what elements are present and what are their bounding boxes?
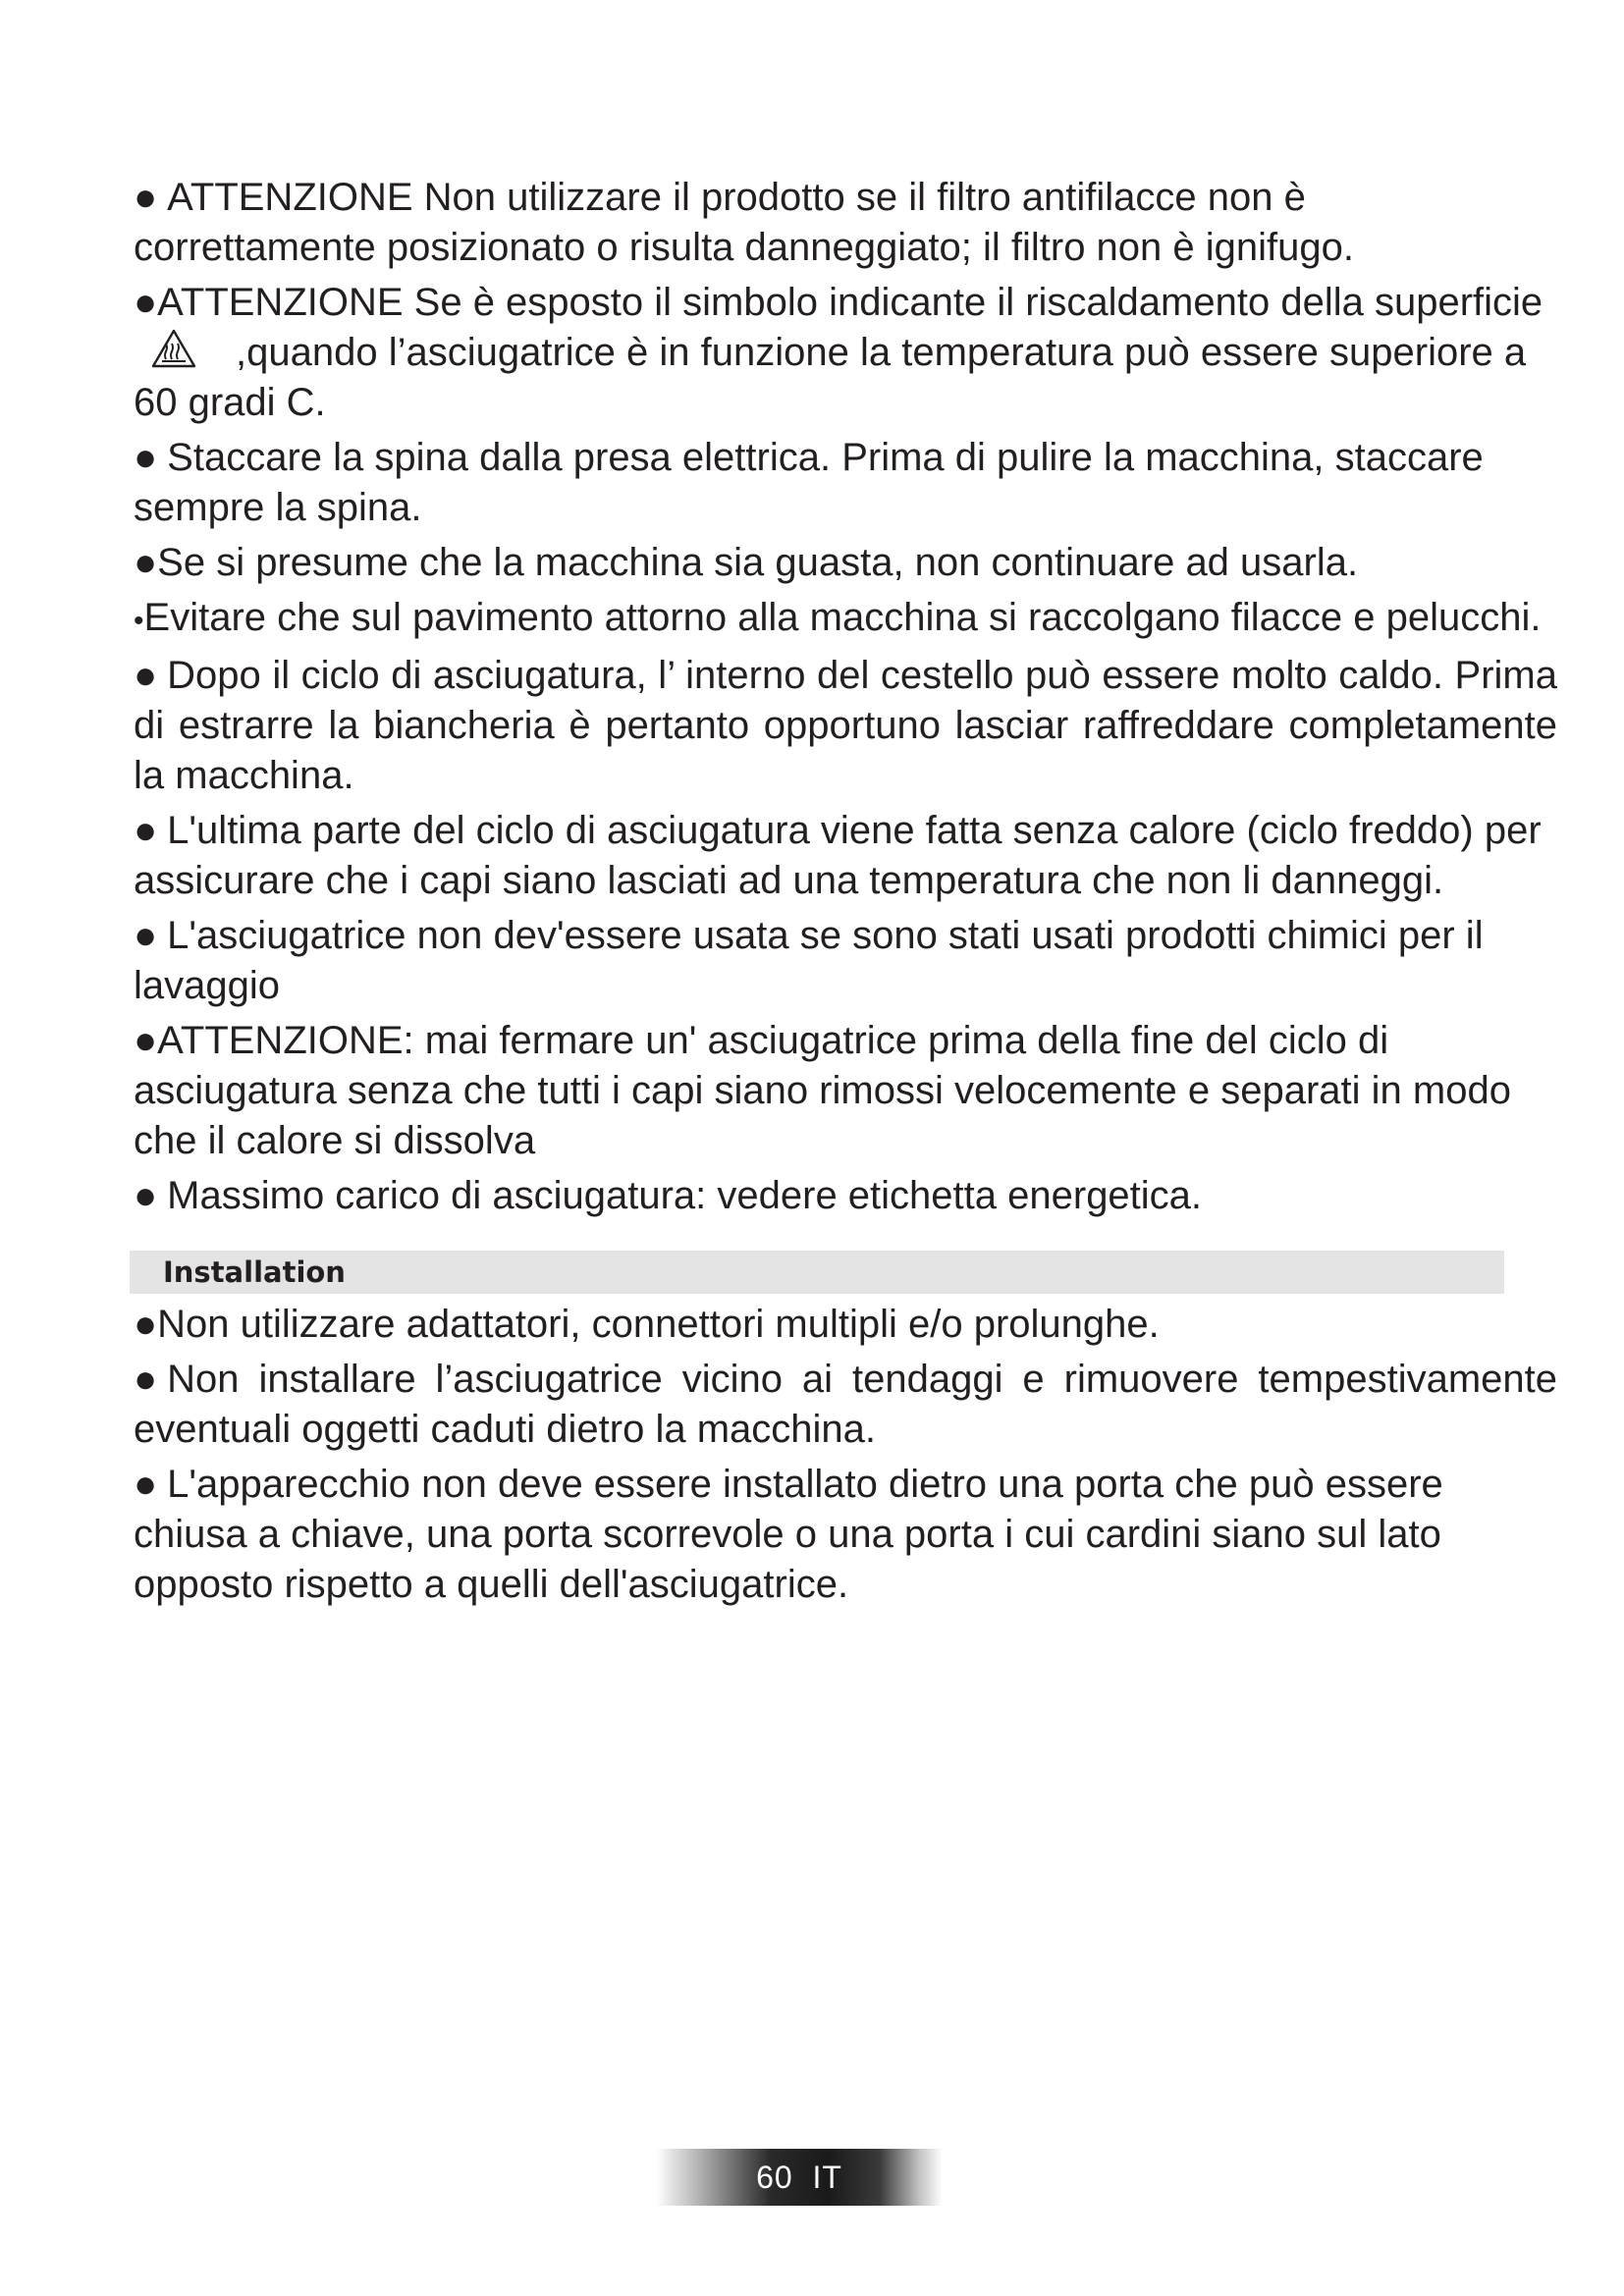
bullet: ● — [134, 914, 158, 957]
paragraph-text: L'apparecchio non deve essere installato dietro una porta che può essere chiusa a chiave, una porta scorrevole o una porta i cui cardini siano sul lato opposto rispetto a quelli dell'asciugatrice. — [134, 1463, 1443, 1606]
paragraph-text: ATTENZIONE Non utilizzare il prodotto se il filtro antifilacce non è correttamente posizionato o risulta danneggiato; il filtro non è ignifugo. — [134, 176, 1354, 269]
paragraph-text-continued: ,quando l’asciugatrice è in funzione la temperatura può essere superiore a 60 gradi C. — [134, 331, 1527, 424]
page-number: 60 IT — [756, 2159, 842, 2195]
bullet: ● — [134, 436, 158, 479]
bullet: ● — [134, 1174, 158, 1217]
paragraph-text: Evitare che sul pavimento attorno alla macchina si raccolgano filacce e pelucchi. — [143, 596, 1542, 639]
bullet: ● — [134, 281, 158, 324]
paragraph-text: ATTENZIONE Se è esposto il simbolo indicante il riscaldamento della superficie — [157, 281, 1543, 324]
max-load-paragraph — [134, 1171, 1557, 1221]
paragraph-text: Staccare la spina dalla presa elettrica. Prima di pulire la macchina, staccare sempre la spina. — [134, 436, 1484, 529]
bullet: • — [134, 605, 144, 637]
paragraph-text: Massimo carico di asciugatura: vedere etichetta energetica. — [167, 1174, 1203, 1217]
bullet: ● — [134, 1303, 158, 1346]
hot-drum-paragraph — [134, 651, 1557, 801]
paragraph-text: Se si presume che la macchina sia guasta, non continuare ad usarla. — [157, 541, 1359, 584]
chemicals-paragraph — [134, 911, 1557, 1011]
unplug-paragraph — [134, 433, 1557, 533]
bullet: ● — [134, 809, 158, 852]
installation-section-header — [130, 1251, 1504, 1294]
bullet: ● — [134, 176, 158, 219]
section-title: Installation — [163, 1255, 346, 1289]
paragraph-text: L'asciugatrice non dev'essere usata se sono stati usati prodotti chimici per il lavaggio — [134, 914, 1484, 1007]
curtains-paragraph — [134, 1355, 1557, 1455]
paragraph-text: Non installare l’asciugatrice vicino ai tendaggi e rimuovere tempestivamente eventuali oggetti caduti dietro la macchina. — [134, 1358, 1557, 1451]
adapters-paragraph — [134, 1300, 1557, 1350]
warning-filter-paragraph — [134, 173, 1557, 273]
bullet: ● — [134, 541, 158, 584]
hot-surface-warning-icon — [151, 329, 196, 368]
faulty-machine-paragraph — [134, 538, 1557, 588]
cool-cycle-paragraph — [134, 806, 1557, 906]
lint-floor-paragraph — [134, 593, 1557, 646]
bullet: ● — [134, 1463, 158, 1506]
document-body — [134, 173, 1557, 1615]
stop-cycle-warning-paragraph — [134, 1016, 1557, 1166]
paragraph-text: Non utilizzare adattatori, connettori multipli e/o prolunghe. — [157, 1303, 1160, 1346]
paragraph-text: Dopo il ciclo di asciugatura, l’ interno del cestello può essere molto caldo. Prima di estrarre la biancheria è pertanto opportuno lasciar raffreddare completamente la macchina. — [134, 654, 1557, 797]
warning-hot-surface-paragraph — [134, 278, 1557, 428]
door-paragraph — [134, 1460, 1557, 1610]
paragraph-text: L'ultima parte del ciclo di asciugatura viene fatta senza calore (ciclo freddo) per assicurare che i capi siano lasciati ad una temperatura che non li danneggi. — [134, 809, 1542, 902]
bullet: ● — [134, 654, 158, 697]
bullet: ● — [134, 1358, 158, 1401]
page-number-badge — [656, 2149, 943, 2206]
paragraph-text: ATTENZIONE: mai fermare un' asciugatrice prima della fine del ciclo di asciugatura senza che tutti i capi siano rimossi velocemente e separati in modo che il calore si dissolva — [134, 1019, 1511, 1162]
bullet: ● — [134, 1019, 158, 1062]
